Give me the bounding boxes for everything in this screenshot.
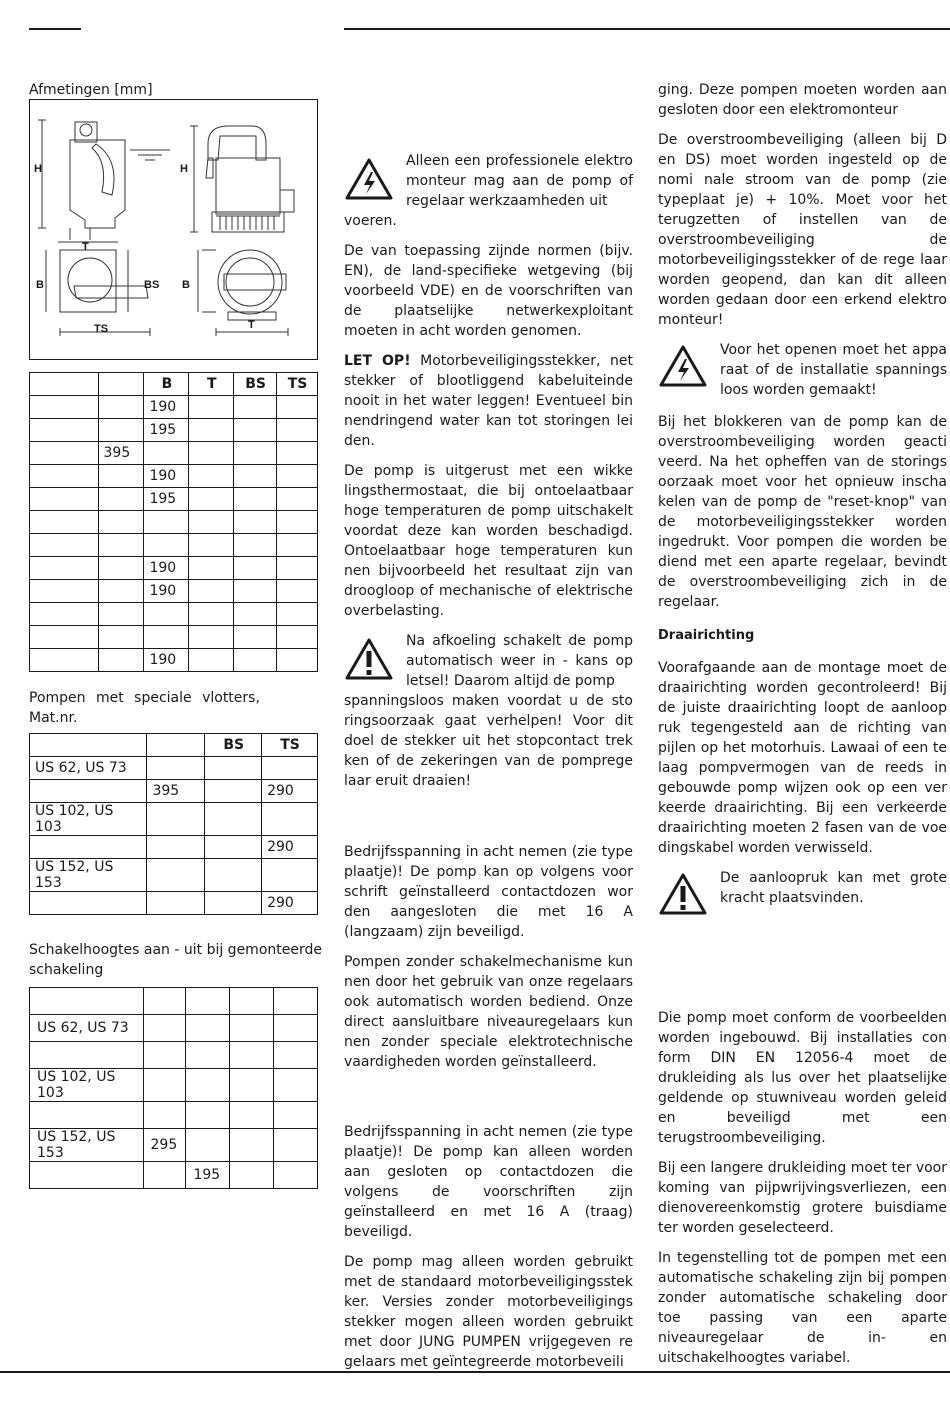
table-cell bbox=[189, 488, 234, 511]
switch-heights-label: Schakelhoogtes aan - uit bij gemonteerde schakeling bbox=[29, 942, 322, 978]
warning-electrician: Alleen een professionele elektro monteur mag aan de pomp of regelaar werkzaamheden uit bbox=[344, 151, 633, 211]
table-header-cell: BS bbox=[205, 734, 262, 757]
voltage-paragraph-2: Bedrijfsspanning in acht nemen (zie type plaatje)! De pomp kan alleen worden aan gesloten op contactdozen die volgens de voorschriften zijn geïnstalleerd en met 16 A (traag) beveiligd. bbox=[344, 1124, 633, 1240]
table-cell bbox=[277, 603, 318, 626]
table-row bbox=[30, 396, 318, 419]
table-cell: 195 bbox=[144, 419, 189, 442]
table-cell bbox=[189, 649, 234, 672]
table-cell bbox=[186, 1069, 230, 1102]
table-cell bbox=[186, 988, 230, 1015]
table-cell: US 102, US 103 bbox=[30, 1069, 144, 1102]
table-cell bbox=[205, 803, 262, 836]
installation-paragraph: Die pomp moet conform de voorbeelden worden ingebouwd. Bij installaties con form DIN EN 12056-4 moet de drukleiding als lus over het plaatselijke geldende op stuwniveau worden geleid en beveiligd met een terugstroombeveiliging. bbox=[658, 1010, 947, 1146]
table-cell bbox=[274, 1102, 318, 1129]
table-cell bbox=[205, 859, 262, 892]
table-cell bbox=[234, 534, 277, 557]
pressure-pipe-paragraph: Bij een langere drukleiding moet ter voor koming van pijpwrijvingsverliezen, een dienovereenkomstig grotere buisdiame ter worden geselecteerd. bbox=[658, 1160, 947, 1236]
table-cell: 190 bbox=[144, 580, 189, 603]
table-cell bbox=[277, 511, 318, 534]
table-row bbox=[30, 859, 318, 892]
table-cell bbox=[274, 1042, 318, 1069]
dimensions-table bbox=[29, 372, 318, 672]
table-cell bbox=[189, 442, 234, 465]
table-cell bbox=[30, 988, 144, 1015]
table-cell bbox=[274, 988, 318, 1015]
table-header-cell: TS bbox=[277, 373, 318, 396]
table-cell bbox=[234, 442, 277, 465]
table-cell bbox=[30, 626, 99, 649]
table-cell: US 152, US 153 bbox=[30, 1129, 144, 1162]
table-row bbox=[30, 488, 318, 511]
middle-column-bottom bbox=[344, 1122, 633, 1382]
table-cell: 295 bbox=[143, 1129, 186, 1162]
table-cell bbox=[277, 557, 318, 580]
pump-dimension-drawing bbox=[29, 99, 318, 360]
table-cell bbox=[205, 892, 262, 915]
blocking-paragraph: Bij het blokkeren van de pomp kan de overstroombeveiliging worden geacti veerd. Na het opheffen van de storings oorzaak moet voor het opnieuw inscha kelen van de pomp de "reset-knop" van de motorbeveiligingsstekker worden ingedrukt. Voor pompen die worden be diend met een aparte regelaar, bevindt de overstroombeveiliging zich in de regelaar. bbox=[658, 414, 947, 610]
table-cell bbox=[98, 626, 144, 649]
table-cell bbox=[277, 442, 318, 465]
table-row bbox=[30, 836, 318, 859]
table-cell bbox=[230, 1042, 274, 1069]
table-cell bbox=[262, 757, 318, 780]
table-cell bbox=[277, 419, 318, 442]
table-row bbox=[30, 988, 318, 1015]
let-op-paragraph: LET OP! Motorbeveiligingsstekker, net stekker of blootliggend kabeluiteinde nooit in het water leggen! Eventueel bin nendringend water kan tot storingen lei den. bbox=[344, 353, 633, 449]
table-cell bbox=[30, 649, 99, 672]
warning-open-device: Voor het openen moet het appa raat of de installatie spannings loos worden gemaakt! bbox=[658, 340, 947, 400]
right-column: ging. Deze pompen moeten worden aan gesloten door een elektromonteur De overstroombeveiliging (alleen bij D en DS) moet worden ingesteld op de nomi nale stroom van de pomp (zie typeplaat je) + 10%. Moet voor het terugzetten of instellen van de overstroombeveiliging de motorbeveiligingsstekker of de rege laar worden geopend, dan kan dit alleen worden gedaan door een erkend elektro monteur! Voor het openen moet het appa raat of de installatie spannings loos worden gemaakt! Bij het blokkeren van de pomp kan de overstroombeveiliging worden geacti veerd. Na het opheffen van de storings oorzaak moet voor het opnieuw inscha kelen van de pomp de "reset-knop" van de motorbeveiligingsstekker worden ingedrukt. Voor pompen die worden be diend met een aparte regelaar, bevindt de overstroombeveiliging zich in de regelaar. Draairichting Voorafgaande aan de montage moet de draairichting worden gecontroleerd! Bij de juiste draairichting loopt de aanloop ruk tegengesteld aan de richting van pijlen op het motorhuis. Lawaai of een te laag pompvermogen van de reeds in gebouwde pomp wijzen ook op een ver keerde draairichting. Bij een verkeerde draairichting moeten 2 fasen van de voe dingskabel worden verwisseld. De aanloopruk kan met grote kracht plaatsvinden. bbox=[658, 80, 947, 928]
table-cell bbox=[189, 603, 234, 626]
table-row bbox=[30, 1162, 318, 1189]
table-cell bbox=[230, 1129, 274, 1162]
table-cell bbox=[274, 1069, 318, 1102]
table-cell bbox=[98, 396, 144, 419]
table-cell bbox=[144, 603, 189, 626]
table-cell bbox=[143, 1042, 186, 1069]
table-cell bbox=[147, 836, 205, 859]
label-h1: H bbox=[34, 163, 42, 175]
table-row bbox=[30, 580, 318, 603]
table-cell: US 62, US 73 bbox=[30, 1015, 144, 1042]
table-cell bbox=[98, 465, 144, 488]
table-cell bbox=[230, 1162, 274, 1189]
table-cell bbox=[189, 626, 234, 649]
special-floats-table bbox=[29, 733, 318, 915]
table-cell bbox=[230, 988, 274, 1015]
table-cell bbox=[189, 465, 234, 488]
table-header-cell: B bbox=[144, 373, 189, 396]
table-cell bbox=[189, 580, 234, 603]
table-cell bbox=[277, 580, 318, 603]
table-cell bbox=[30, 780, 147, 803]
table-cell bbox=[274, 1129, 318, 1162]
electric-hazard-icon bbox=[344, 157, 394, 201]
label-t2: T bbox=[248, 319, 255, 331]
dimensions-title: Afmetingen [mm] bbox=[29, 82, 153, 98]
table-cell bbox=[30, 836, 147, 859]
table-cell bbox=[30, 1102, 144, 1129]
table-cell bbox=[186, 1102, 230, 1129]
table-cell bbox=[143, 1162, 186, 1189]
table-row bbox=[30, 534, 318, 557]
table-cell bbox=[189, 419, 234, 442]
table-cell bbox=[262, 803, 318, 836]
table-cell: 290 bbox=[262, 836, 318, 859]
table-cell bbox=[30, 534, 99, 557]
table-cell bbox=[205, 780, 262, 803]
middle-column: Alleen een professionele elektro monteur mag aan de pomp of regelaar werkzaamheden uit voeren. De van toepassing zijnde normen (bijv. EN), de land-specifieke wetgeving (bij voorbeeld VDE) en de voorschriften van de plaatselijke netwerkexploitant moeten in acht worden genomen. LET OP! Motorbeveiligingsstekker, net stekker of blootliggend kabeluiteinde nooit in het water leggen! Eventueel bin nendringend water kan tot storingen lei den. De pomp is uitgerust met een wikke lingsthermostaat, die bij ontoelaatbaar hoge temperaturen de pomp uitschakelt voordat deze kan worden beschadigd. Ontoelaatbaar hoge temperaturen kun nen bijvoorbeeld het resultaat zijn van droogloop of mechanische of elektrische overbelasting. Na afkoeling schakelt de pomp automatisch weer in - kans op letsel! Daarom altijd de pomp spanningsloos maken voordat u de sto ringsoorzaak gaat verhelpen! Voor dit doel de stekker uit het stopcontact trek ken of de zekeringen van de pomprege laar eruit draaien! bbox=[344, 153, 633, 789]
table-cell bbox=[234, 557, 277, 580]
warning-startup-jerk: De aanloopruk kan met grote kracht plaatsvinden. bbox=[658, 868, 947, 928]
table-cell bbox=[186, 1129, 230, 1162]
table-cell bbox=[234, 419, 277, 442]
table-cell bbox=[147, 803, 205, 836]
table-cell bbox=[277, 465, 318, 488]
table-header-cell: TS bbox=[262, 734, 318, 757]
table-row bbox=[30, 1042, 318, 1069]
table-cell bbox=[143, 1015, 186, 1042]
table-header-cell bbox=[147, 734, 205, 757]
table-row bbox=[30, 892, 318, 915]
table-cell bbox=[30, 1042, 144, 1069]
table-cell bbox=[30, 1162, 144, 1189]
overcurrent-paragraph: De overstroombeveiliging (alleen bij D en DS) moet worden ingesteld op de nomi nale stroom van de pomp (zie typeplaat je) + 10%. Moet voor het terugzetten of instellen van de overstroombeveiliging de motorbeveiligingsstekker of de rege laar worden geopend, dan kan dit alleen worden gedaan door een erkend elektro monteur! bbox=[658, 132, 947, 328]
table-cell bbox=[30, 465, 99, 488]
thermostat-paragraph: De pomp is uitgerust met een wikke lingsthermostaat, die bij ontoelaatbaar hoge temperaturen de pomp uitschakelt voordat deze kan worden beschadigd. Ontoelaatbaar hoge temperaturen kun nen bijvoorbeeld het resultaat zijn van droogloop of mechanische of elektrische overbelasting. bbox=[344, 463, 633, 619]
exclamation-warning-icon bbox=[344, 637, 394, 681]
table-row bbox=[30, 626, 318, 649]
table-cell: US 62, US 73 bbox=[30, 757, 147, 780]
table-cell: 190 bbox=[144, 557, 189, 580]
table-header-cell bbox=[98, 373, 144, 396]
pump-drawing-svg bbox=[30, 100, 317, 359]
table-row bbox=[30, 1015, 318, 1042]
table-cell bbox=[262, 859, 318, 892]
table-cell bbox=[98, 511, 144, 534]
special-floats-label: Pompen met speciale vlotters, Mat.nr. bbox=[29, 690, 260, 726]
table-cell bbox=[98, 580, 144, 603]
table-cell bbox=[30, 557, 99, 580]
table-cell bbox=[30, 892, 147, 915]
label-h2: H bbox=[180, 163, 188, 175]
table-header-cell: T bbox=[189, 373, 234, 396]
table-cell bbox=[186, 1042, 230, 1069]
table-cell: 195 bbox=[186, 1162, 230, 1189]
table-cell bbox=[143, 988, 186, 1015]
table-cell bbox=[30, 396, 99, 419]
middle-column-lower bbox=[344, 842, 633, 1082]
table-cell bbox=[205, 836, 262, 859]
table-row bbox=[30, 780, 318, 803]
label-t1: T bbox=[82, 241, 89, 253]
warning-restart: Na afkoeling schakelt de pomp automatisch weer in - kans op letsel! Daarom altijd de pomp bbox=[344, 631, 633, 691]
table-cell bbox=[230, 1069, 274, 1102]
table-cell: US 152, US 153 bbox=[30, 859, 147, 892]
table-header-cell bbox=[30, 734, 147, 757]
table-row bbox=[30, 442, 318, 465]
rotation-paragraph: Voorafgaande aan de montage moet de draairichting worden gecontroleerd! Bij de juiste draairichting loopt de aanloop ruk tegengesteld aan de richting van pijlen op het motorhuis. Lawaai of een te laag pompvermogen van de reeds in gebouwde pomp wijzen ook op een ver keerde draairichting. Bij een verkeerde draairichting moeten 2 fasen van de voe dingskabel worden verwisseld. bbox=[658, 660, 947, 856]
table-row bbox=[30, 757, 318, 780]
table-cell bbox=[98, 649, 144, 672]
header-rule-right bbox=[344, 28, 950, 30]
table-cell: 395 bbox=[147, 780, 205, 803]
table-row bbox=[30, 803, 318, 836]
table-cell bbox=[274, 1162, 318, 1189]
table-cell bbox=[98, 488, 144, 511]
table-header-row bbox=[30, 373, 318, 396]
regulator-paragraph: Pompen zonder schakelmechanisme kun nen door het gebruik van onze regelaars ook automatisch worden bediend. Onze direct aansluitbare niveauregelaars kun nen zonder speciale elektrotechnische vaardigheden worden geïnstalleerd. bbox=[344, 954, 633, 1070]
table-cell bbox=[277, 649, 318, 672]
table-cell bbox=[147, 859, 205, 892]
table-cell bbox=[147, 757, 205, 780]
table-cell: 190 bbox=[144, 396, 189, 419]
table-cell: 290 bbox=[262, 892, 318, 915]
table-cell bbox=[98, 534, 144, 557]
table-row bbox=[30, 511, 318, 534]
standards-paragraph: De van toepassing zijnde normen (bijv. EN), de land-specifieke wetgeving (bij voorbeeld VDE) en de voorschriften van de plaatselijke netwerkexploitant moeten in acht worden genomen. bbox=[344, 243, 633, 339]
table-cell bbox=[189, 511, 234, 534]
table-cell bbox=[144, 511, 189, 534]
table-cell bbox=[234, 626, 277, 649]
table-cell: 395 bbox=[98, 442, 144, 465]
table-cell bbox=[234, 488, 277, 511]
table-row bbox=[30, 1069, 318, 1102]
exclamation-warning-icon bbox=[658, 872, 708, 916]
right-column-lower bbox=[658, 1008, 947, 1378]
draairichting-heading: Draairichting bbox=[658, 628, 755, 643]
table-cell: US 102, US 103 bbox=[30, 803, 147, 836]
table-cell bbox=[98, 603, 144, 626]
table-cell bbox=[98, 557, 144, 580]
table-cell bbox=[30, 603, 99, 626]
table-cell bbox=[98, 419, 144, 442]
table-cell bbox=[277, 534, 318, 557]
table-row bbox=[30, 1102, 318, 1129]
table-cell bbox=[234, 649, 277, 672]
motor-protection-paragraph: De pomp mag alleen worden gebruikt met de standaard motorbeveiligingsstek ker. Versies zonder motorbeveiligings stekker mogen alleen worden gebruikt met door JUNG PUMPEN vrijgegeven re gelaars met geïntegreerde motorbeveili bbox=[344, 1254, 633, 1370]
table-row bbox=[30, 603, 318, 626]
table-cell bbox=[186, 1015, 230, 1042]
label-b2: B bbox=[182, 279, 190, 291]
table-cell bbox=[30, 419, 99, 442]
table-cell bbox=[230, 1102, 274, 1129]
table-cell: 190 bbox=[144, 649, 189, 672]
table-cell: 195 bbox=[144, 488, 189, 511]
table-cell bbox=[277, 626, 318, 649]
switch-heights-paragraph: In tegenstelling tot de pompen met een automatische schakeling zijn bij pompen zonder automatische schakeling door toe passing van een aparte niveauregelaar de in- en uitschakelhoogtes variabel. bbox=[658, 1250, 947, 1366]
table-cell bbox=[30, 442, 99, 465]
table-cell bbox=[30, 580, 99, 603]
switch-heights-table bbox=[29, 987, 318, 1189]
table-cell bbox=[234, 396, 277, 419]
label-bs1: BS bbox=[144, 279, 160, 291]
table-cell: 190 bbox=[144, 465, 189, 488]
table-cell bbox=[189, 534, 234, 557]
voltage-paragraph-1: Bedrijfsspanning in acht nemen (zie type plaatje)! De pomp kan op volgens voor schrift geïnstalleerd contactdozen wor den aangesloten die met 16 A (langzaam) zijn beveiligd. bbox=[344, 844, 633, 940]
table-row bbox=[30, 557, 318, 580]
table-cell bbox=[234, 465, 277, 488]
table-cell bbox=[143, 1069, 186, 1102]
table-cell bbox=[205, 757, 262, 780]
table-cell bbox=[147, 892, 205, 915]
table-cell bbox=[234, 603, 277, 626]
table-row bbox=[30, 419, 318, 442]
label-ts: TS bbox=[94, 323, 109, 335]
table-cell bbox=[189, 557, 234, 580]
table-cell bbox=[234, 580, 277, 603]
table-cell bbox=[144, 442, 189, 465]
table-cell bbox=[277, 488, 318, 511]
table-header-cell bbox=[30, 373, 99, 396]
table-cell bbox=[274, 1015, 318, 1042]
table-cell bbox=[277, 396, 318, 419]
table-cell bbox=[30, 511, 99, 534]
electric-hazard-icon bbox=[658, 344, 708, 388]
label-b1: B bbox=[36, 279, 44, 291]
table-header-row bbox=[30, 734, 318, 757]
table-header-cell: BS bbox=[234, 373, 277, 396]
table-cell bbox=[30, 488, 99, 511]
table-cell bbox=[189, 396, 234, 419]
table-row bbox=[30, 649, 318, 672]
table-cell bbox=[144, 534, 189, 557]
table-cell: 290 bbox=[262, 780, 318, 803]
table-row bbox=[30, 1129, 318, 1162]
table-row bbox=[30, 465, 318, 488]
table-cell bbox=[234, 511, 277, 534]
table-cell bbox=[144, 626, 189, 649]
header-rule-left bbox=[29, 28, 81, 30]
table-cell bbox=[143, 1102, 186, 1129]
table-cell bbox=[230, 1015, 274, 1042]
